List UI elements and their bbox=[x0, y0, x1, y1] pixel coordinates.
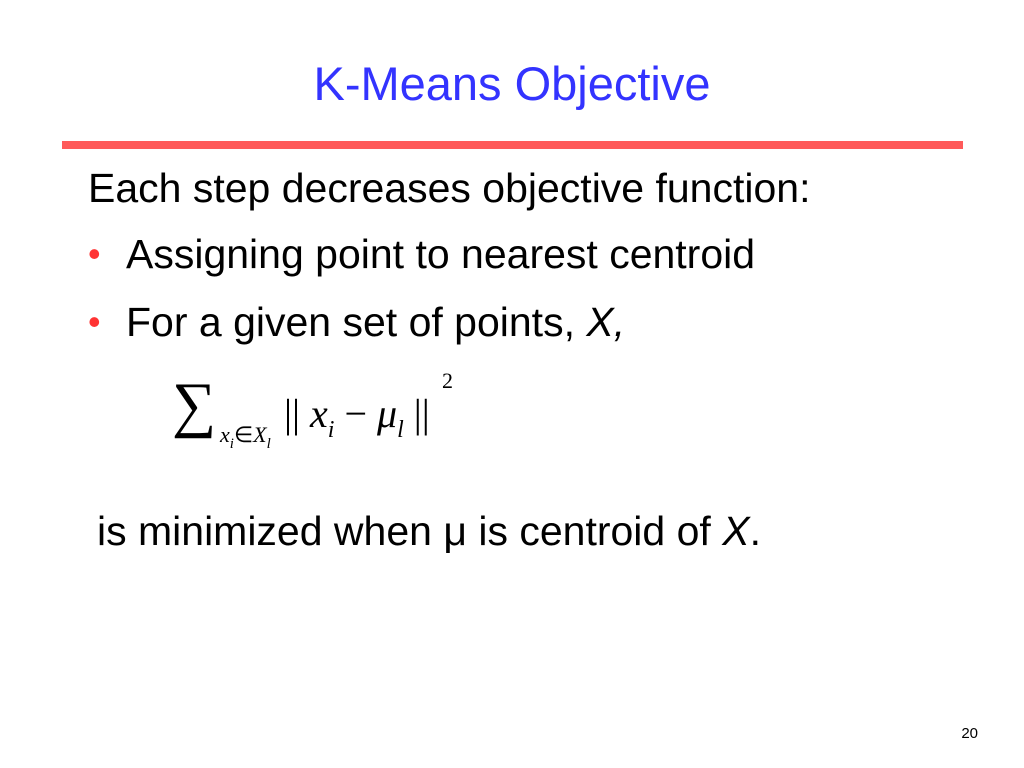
title-divider bbox=[62, 141, 963, 149]
term-mean-index: l bbox=[397, 417, 404, 443]
subscript-var-index: i bbox=[229, 436, 234, 452]
bullet-text: For a given set of points, bbox=[126, 299, 587, 345]
conclusion-suffix: . bbox=[749, 508, 761, 554]
norm-exponent: 2 bbox=[442, 368, 453, 393]
summation-symbol: ∑ bbox=[172, 371, 217, 439]
term-mean: μ bbox=[377, 391, 398, 436]
subscript-relation: ∈ bbox=[233, 422, 254, 447]
norm-open: || bbox=[284, 391, 301, 436]
subscript-set-index: l bbox=[266, 436, 271, 452]
summation-subscript bbox=[220, 422, 271, 457]
bullet-text: Assigning point to nearest centroid bbox=[126, 231, 756, 277]
bullet-icon: • bbox=[88, 233, 101, 274]
intro-text: Each step decreases objective function: bbox=[88, 165, 811, 211]
objective-formula bbox=[172, 366, 472, 466]
bullet-emphasis: X, bbox=[586, 299, 626, 345]
bullet-item-2 bbox=[88, 297, 625, 347]
term-var: x bbox=[310, 391, 328, 436]
page-number: 20 bbox=[961, 725, 978, 742]
subscript-set: X bbox=[253, 422, 267, 447]
term-var-index: i bbox=[327, 417, 335, 443]
slide-title: K-Means Objective bbox=[313, 57, 711, 110]
conclusion-prefix: is minimized when μ is centroid of bbox=[97, 508, 723, 554]
conclusion-text bbox=[97, 506, 761, 556]
minus-sign: − bbox=[344, 391, 368, 436]
bullet-item-1 bbox=[88, 229, 755, 279]
norm-expression bbox=[284, 392, 430, 452]
subscript-var: x bbox=[220, 422, 230, 447]
conclusion-emphasis: X bbox=[722, 508, 750, 554]
bullet-icon: • bbox=[88, 301, 101, 342]
norm-close: || bbox=[413, 391, 430, 436]
